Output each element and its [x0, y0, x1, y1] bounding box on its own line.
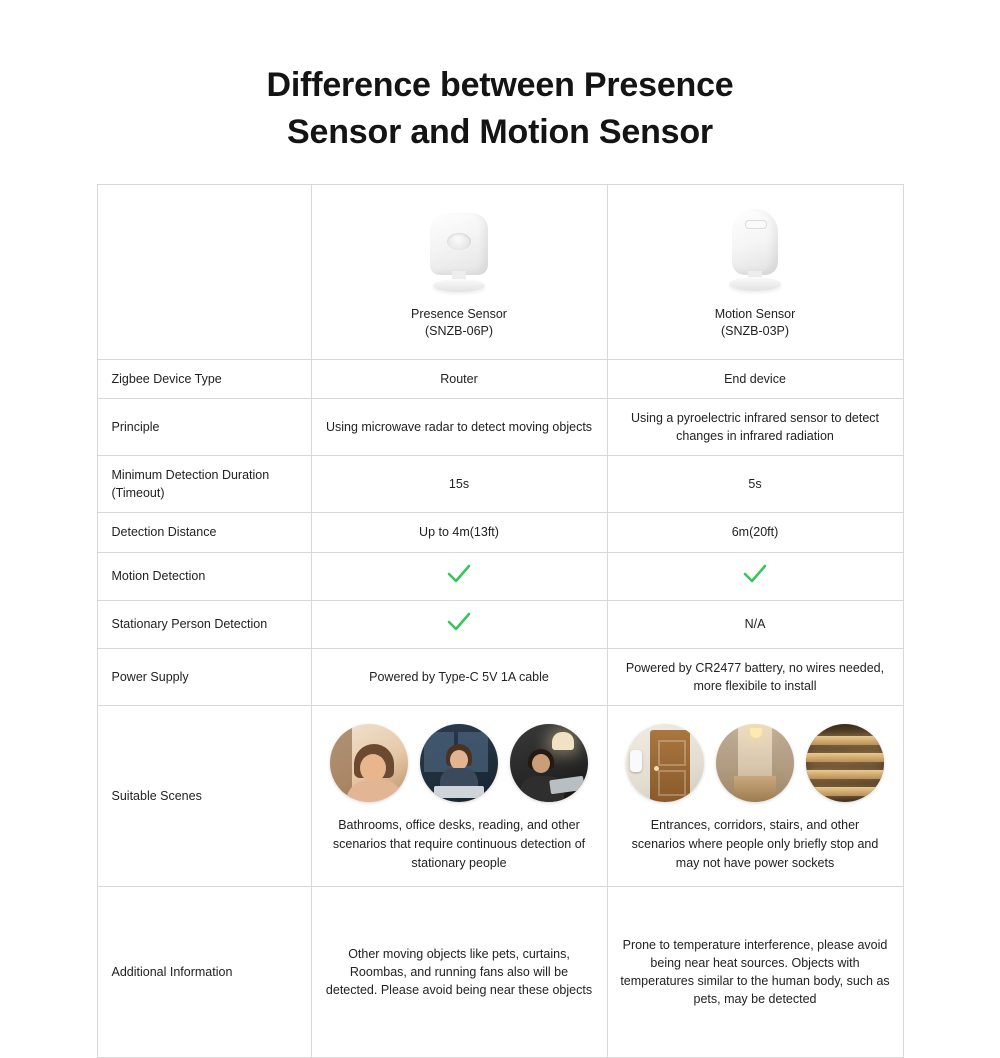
row-label: Detection Distance — [97, 513, 311, 552]
row-value-presence: Powered by Type-C 5V 1A cable — [311, 648, 607, 705]
header-label-cell — [97, 184, 311, 359]
check-icon — [742, 563, 768, 585]
table-row — [97, 513, 903, 552]
presence-device-caption — [411, 306, 507, 341]
row-value-presence: Other moving objects like pets, curtains, Roombas, and running fans also will be detected. Please avoid being near these objects — [311, 887, 607, 1058]
motion-device-model: (SNZB-03P) — [720, 324, 790, 339]
row-value-presence: 15s — [311, 456, 607, 513]
presence-scene-caption: Bathrooms, office desks, reading, and other scenarios that require continuous detection of stationary people — [332, 818, 586, 870]
office-desk-scene-thumbnail — [420, 724, 498, 802]
motion-scenes-cell — [607, 706, 903, 887]
row-value-motion: 5s — [607, 456, 903, 513]
row-value-presence: Router — [311, 359, 607, 398]
row-value-motion: End device — [607, 359, 903, 398]
row-value-presence — [311, 552, 607, 600]
table-row — [97, 398, 903, 455]
row-label: Minimum Detection Duration (Timeout) — [97, 456, 311, 513]
motion-device-caption — [715, 306, 796, 341]
reading-scene-thumbnail — [510, 724, 588, 802]
entrance-door-scene-thumbnail — [626, 724, 704, 802]
row-label: Stationary Person Detection — [97, 600, 311, 648]
motion-device-name: Motion Sensor — [714, 306, 796, 321]
presence-scene-thumbnails — [320, 724, 599, 802]
row-value-motion: 6m(20ft) — [607, 513, 903, 552]
row-value-presence: Using microwave radar to detect moving objects — [311, 398, 607, 455]
presence-scenes-cell — [311, 706, 607, 887]
page-title-line1: Difference between Presence — [266, 66, 734, 104]
table-row — [97, 456, 903, 513]
row-value-motion: Using a pyroelectric infrared sensor to detect changes in infrared radiation — [607, 398, 903, 455]
page-title-line2: Sensor and Motion Sensor — [287, 112, 713, 151]
motion-scene-caption: Entrances, corridors, stairs, and other scenarios where people only briefly stop and may not have power sockets — [631, 818, 879, 870]
row-label: Power Supply — [97, 648, 311, 705]
presence-device-name: Presence Sensor — [411, 306, 507, 321]
table-row — [97, 600, 903, 648]
table-row — [97, 552, 903, 600]
corridor-scene-thumbnail — [716, 724, 794, 802]
motion-sensor-icon — [716, 205, 794, 297]
table-header-row — [97, 184, 903, 359]
header-motion-cell — [607, 184, 903, 359]
motion-scene-thumbnails — [616, 724, 895, 802]
row-label: Zigbee Device Type — [97, 359, 311, 398]
suitable-scenes-row — [97, 706, 903, 887]
check-icon — [446, 563, 472, 585]
comparison-table — [97, 184, 904, 1058]
table-row — [97, 648, 903, 705]
header-presence-cell — [311, 184, 607, 359]
row-label: Principle — [97, 398, 311, 455]
stairs-scene-thumbnail — [806, 724, 884, 802]
row-value-motion: Prone to temperature interference, please avoid being near heat sources. Objects with temperatures similar to the human body, such as pets, may be detected — [607, 887, 903, 1058]
row-label: Motion Detection — [97, 552, 311, 600]
row-label: Additional Information — [97, 887, 311, 1058]
table-row — [97, 359, 903, 398]
check-icon — [446, 611, 472, 633]
row-value-presence: Up to 4m(13ft) — [311, 513, 607, 552]
row-value-motion: Powered by CR2477 battery, no wires needed, more flexibile to install — [607, 648, 903, 705]
page-title — [0, 0, 1000, 156]
presence-device-model: (SNZB-06P) — [424, 324, 494, 339]
presence-sensor-icon — [420, 205, 498, 297]
bathroom-scene-thumbnail — [330, 724, 408, 802]
row-value-motion: N/A — [607, 600, 903, 648]
row-value-motion — [607, 552, 903, 600]
row-label: Suitable Scenes — [97, 706, 311, 887]
additional-information-row — [97, 887, 903, 1058]
row-value-presence — [311, 600, 607, 648]
